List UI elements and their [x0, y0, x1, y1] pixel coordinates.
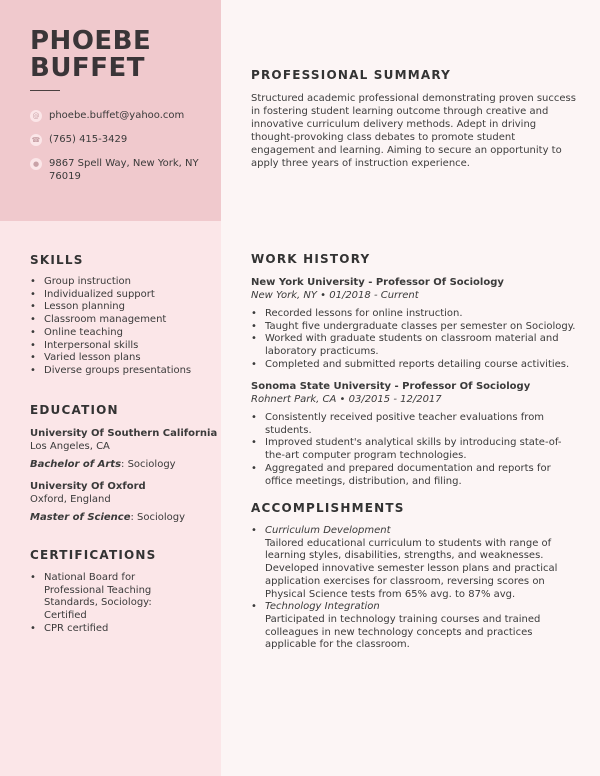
list-item: • Technology Integration Participated in technology training courses and trained colleagues in new technology concepts and practices applicable for the classroom. [251, 601, 581, 652]
school-location: Oxford, England [30, 494, 111, 505]
last-name: BUFFET [30, 53, 145, 83]
accomplishment-heading: • Curriculum Development [265, 525, 391, 536]
list-item: • Recorded lessons for online instruction. [251, 308, 581, 321]
contact-email[interactable]: @ phoebe.buffet@yahoo.com [30, 109, 184, 122]
job-meta: Rohnert Park, CA • 03/2015 - 12/2017 [251, 394, 442, 405]
job-heading: New York University - Professor Of Sociology [251, 277, 504, 288]
list-item: • Online teaching [30, 327, 191, 340]
accomplishments-title: ACCOMPLISHMENTS [251, 501, 405, 515]
list-item: • Individualized support [30, 289, 191, 302]
list-item: • Classroom management [30, 314, 191, 327]
skills-title: SKILLS [30, 253, 84, 267]
list-item: • Consistently received positive teacher evaluations from students. [251, 412, 581, 437]
certifications-title: CERTIFICATIONS [30, 548, 157, 562]
summary-text: Structured academic professional demonstrating proven success in fostering student learning outcome through creative and innovative curriculum delivery methods. Adept in driving thought-provoking class debates to promote student engagement and learning. Aiming to secure an opportunity to apply three years of instruction experience. [251, 93, 576, 169]
list-item: • Interpersonal skills [30, 340, 191, 353]
list-item: • Group instruction [30, 276, 191, 289]
job-bullets [251, 308, 581, 372]
education-entry [30, 427, 217, 471]
accomplishments-list [251, 525, 581, 652]
job-meta: New York, NY • 01/2018 - Current [251, 290, 419, 301]
list-item: • National Board for Professional Teaching Standards, Sociology: Certified [30, 572, 190, 623]
accomplishment-heading: • Technology Integration [265, 601, 380, 613]
contact-phone[interactable]: ☎ (765) 415-3429 [31, 134, 128, 145]
list-item: • Improved student's analytical skills by introducing state-of-the-art computer program technologies. [251, 437, 581, 462]
degree: Master of Science: Sociology [30, 512, 186, 523]
education-title: EDUCATION [30, 403, 119, 417]
job-bullets [251, 412, 581, 488]
list-item: • Lesson planning [30, 301, 191, 314]
summary-title: PROFESSIONAL SUMMARY [251, 68, 452, 82]
candidate-name [30, 28, 151, 82]
degree: Bachelor of Arts: Sociology [30, 459, 176, 470]
list-item: • Diverse groups presentations [30, 365, 191, 378]
contact-address: ● 9867 Spell Way, New York, NY 76019 [30, 157, 199, 183]
list-item: • Completed and submitted reports detailing course activities. [251, 359, 581, 372]
certifications-list [30, 572, 190, 636]
list-item: • Aggregated and prepared documentation and reports for office meetings, distribution, and filing. [251, 463, 581, 488]
job-heading: Sonoma State University - Professor Of Sociology [251, 381, 531, 392]
list-item: • Worked with graduate students on classroom material and laboratory practicums. [251, 333, 581, 358]
first-name: PHOEBE [30, 26, 152, 56]
list-item: • Varied lesson plans [30, 352, 191, 365]
work-title: WORK HISTORY [251, 252, 371, 266]
name-divider [30, 90, 60, 91]
list-item: • Taught five undergraduate classes per semester on Sociology. [251, 321, 581, 334]
list-item: • Curriculum Development Tailored educational curriculum to students with range of learning styles, disabilities, strengths, and weaknesses. Developed innovative semester lesson plans and practical application exercises for classroom, reversing scores on Physical Science tests from 65% avg. to 87% avg. [251, 525, 581, 601]
email-icon: @ [30, 110, 42, 122]
phone-icon: ☎ [30, 134, 42, 146]
job-header [251, 276, 581, 302]
skills-list [30, 276, 191, 378]
location-icon: ● [30, 158, 42, 170]
list-item: • CPR certified [30, 623, 190, 636]
job-header [251, 380, 581, 406]
school-name: University Of Oxford [30, 481, 146, 492]
school-name: University Of Southern California [30, 428, 218, 439]
education-entry [30, 480, 185, 524]
school-location: Los Angeles, CA [30, 441, 110, 452]
